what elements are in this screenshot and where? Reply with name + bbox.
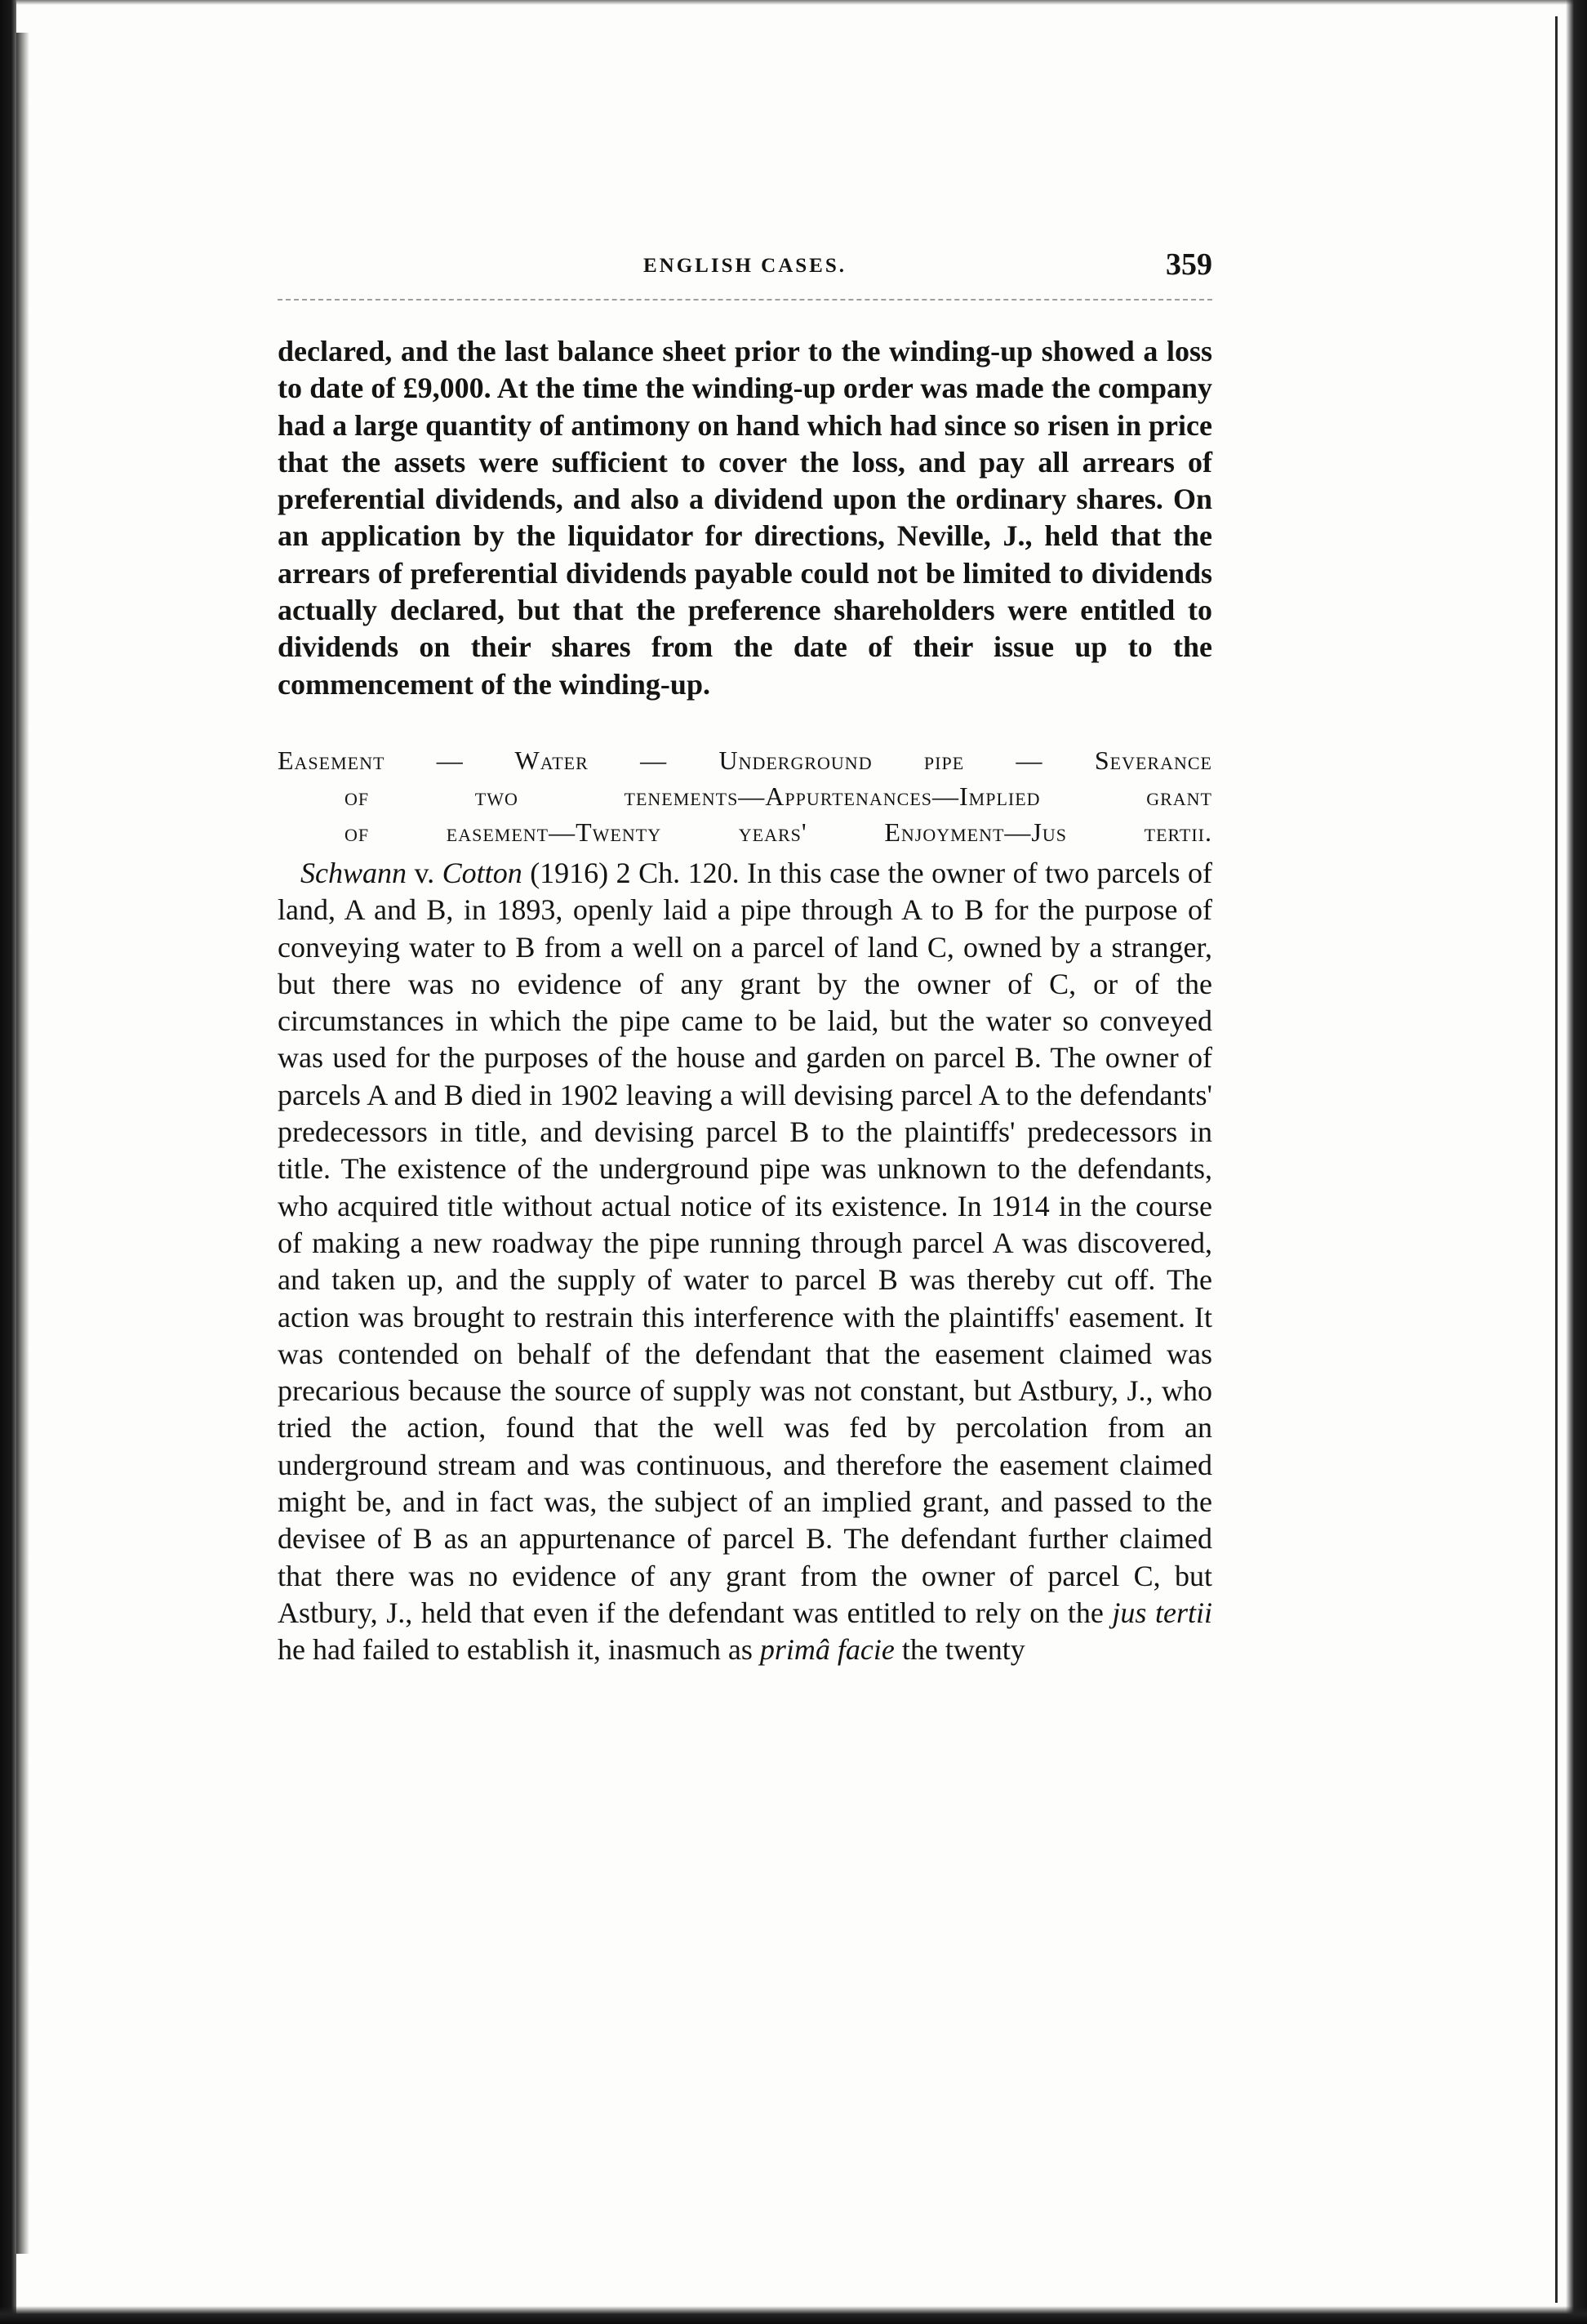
scan-binding-edge <box>0 0 16 2324</box>
scan-edge-top <box>0 0 1587 5</box>
case-text-3: the twenty <box>894 1633 1025 1667</box>
term-prima-facie: primâ facie <box>759 1633 895 1667</box>
case-text: (1916) 2 Ch. 120. In this case the owner of two parcels of land, A and B, in 1893, openly laid a pipe through A to B for the purpose of conveying water to B from a well on a parcel of land C, owned by a stranger, but there was no evidence of any grant by the owner of C, or of the circumstances in which the pipe came to be laid, but the water so conveyed was used for the purposes of the house and garden on parcel B. The owner of parcels A and B died in 1902 leaving a will devising parcel A to the defendants' predecessors in title, and devising parcel B to the plaintiffs' predecessors in title. The existence of the underground pipe was unknown to the defendants, who acquired title without actual notice of its existence. In 1914 in the course of making a new roadway the pipe running through parcel A was discovered, and taken up, and the supply of water to parcel B was thereby cut off. The action was brought to restrain this interference with the plaintiffs' easement. It was contended on behalf of the defendant that the easement claimed was precarious because the source of supply was not constant, but Astbury, J., who tried the action, found that the well was fed by percolation from an underground stream and was continuous, and therefore the easement claimed might be, and in fact was, the subject of an implied grant, and passed to the devisee of B as an appurtenance of parcel B. The defendant further claimed that there was no evidence of any grant from the owner of parcel C, but Astbury, J., held that even if the defendant was entitled to rely on the <box>278 856 1212 1629</box>
paragraph-continued: declared, and the last balance sheet prior to the winding-up showed a loss to date of £9,000. At the time the winding-up order was made the company had a large quantity of antimony on hand which had since so risen in price that the assets were sufficient to cover the loss, and pay all arrears of preferential dividends, and also a dividend upon the ordinary shares. On an application by the liquidator for directions, Neville, J., held that the arrears of preferential dividends payable could not be limited to dividends actually declared, but that the preference shareholders were entitled to dividends on their shares from the date of their issue up to the commencement of the winding-up. <box>278 335 1212 701</box>
case-heading-line-1: Easement — Water — Underground pipe — Severance <box>278 745 1212 775</box>
scan-edge-bottom <box>0 2306 1587 2324</box>
case-party-2: Cotton <box>442 856 522 889</box>
case-versus: v. <box>407 856 442 889</box>
running-title: ENGLISH CASES. <box>642 255 847 277</box>
page-number: 359 <box>1166 247 1212 282</box>
case-text-2: he had failed to establish it, inasmuch as <box>278 1633 760 1667</box>
scan-edge-right-line <box>1555 16 1558 2303</box>
term-jus-tertii: jus tertii <box>1112 1596 1213 1629</box>
case-heading-line-2: of two tenements—Appurtenances—Implied grant <box>345 781 1212 811</box>
case-party-1: Schwann <box>300 856 407 889</box>
case-paragraph <box>278 855 1212 1669</box>
case-heading <box>278 742 1212 850</box>
header-rule <box>278 299 1212 301</box>
book-page <box>278 245 1212 1669</box>
case-heading-line-3: of easement—Twenty years' Enjoyment—Jus tertii. <box>345 817 1212 847</box>
scan-binding-shadow <box>16 33 29 2254</box>
scan-edge-right <box>1566 0 1587 2324</box>
running-head <box>278 245 1212 284</box>
